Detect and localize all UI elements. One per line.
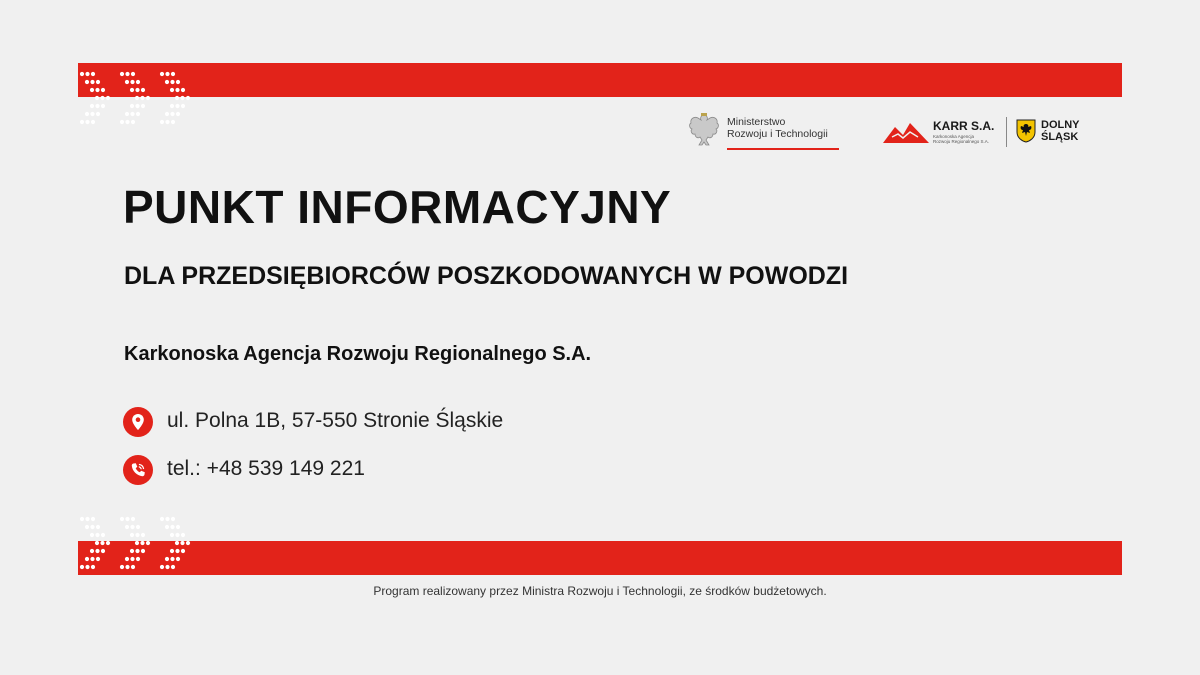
chevron-dot	[95, 96, 99, 100]
chevron-dot	[125, 80, 129, 84]
phone-text: tel.: +48 539 149 221	[167, 457, 365, 480]
chevron-dot	[175, 104, 179, 108]
chevron-dot	[170, 525, 174, 529]
chevron-dot	[131, 72, 135, 76]
karr-sub-line2: Rozwoju Regionalnego S.A.	[933, 139, 990, 144]
chevron-dot	[91, 517, 95, 521]
chevron-dot	[135, 104, 139, 108]
chevron-dot	[175, 96, 179, 100]
karr-title: KARR S.A.	[933, 119, 995, 133]
ministry-name	[727, 116, 828, 140]
chevron-dot	[101, 88, 105, 92]
chevron-dot	[131, 565, 135, 569]
chevron-dot	[91, 565, 95, 569]
eagle-crest-icon	[1016, 119, 1036, 143]
chevron-dot	[90, 557, 94, 561]
chevron-dot	[130, 549, 134, 553]
chevron-dot	[125, 517, 129, 521]
chevron-dot	[175, 541, 179, 545]
chevron-dot	[85, 525, 89, 529]
chevron-dot	[90, 533, 94, 537]
chevron-dot	[160, 565, 164, 569]
chevron-dot	[140, 96, 144, 100]
chevron-dot	[135, 533, 139, 537]
chevron-dot	[175, 88, 179, 92]
chevron-dot	[85, 517, 89, 521]
phone-icon	[123, 455, 153, 485]
chevron-dot	[85, 80, 89, 84]
page-title: PUNKT INFORMACYJNY	[123, 181, 672, 233]
chevron-dot	[90, 112, 94, 116]
chevron-dot	[165, 557, 169, 561]
karr-subtitle	[933, 134, 1005, 144]
chevron-dot	[130, 533, 134, 537]
karr-sub-line1: Karkonoska Agencja	[933, 134, 975, 139]
chevron-dot	[101, 104, 105, 108]
chevron-dot	[141, 549, 145, 553]
chevron-dot	[140, 541, 144, 545]
chevron-dot	[176, 557, 180, 561]
chevron-dot	[171, 517, 175, 521]
chevron-dot	[186, 541, 190, 545]
chevron-dot	[90, 80, 94, 84]
chevron-dot	[135, 541, 139, 545]
chevron-dot	[96, 525, 100, 529]
chevron-dot	[165, 72, 169, 76]
chevron-dot	[90, 549, 94, 553]
top-red-band	[78, 63, 1122, 97]
chevron-dot	[171, 120, 175, 124]
chevron-dot	[130, 88, 134, 92]
chevron-dot	[176, 80, 180, 84]
chevron-dot	[96, 112, 100, 116]
chevron-dot	[95, 88, 99, 92]
chevron-dot	[85, 120, 89, 124]
chevron-dot	[130, 112, 134, 116]
chevron-dot	[106, 541, 110, 545]
chevron-dot	[85, 557, 89, 561]
eagle-emblem-icon	[687, 112, 721, 150]
dolny-line2: ŚLĄSK	[1041, 131, 1079, 143]
chevron-dot	[136, 557, 140, 561]
chevron-dot	[170, 557, 174, 561]
chevron-dot	[165, 517, 169, 521]
chevron-dot	[136, 525, 140, 529]
chevron-dot	[95, 549, 99, 553]
chevron-dot	[101, 549, 105, 553]
chevron-dot	[165, 120, 169, 124]
chevron-dot	[91, 72, 95, 76]
chevron-dot	[125, 72, 129, 76]
chevron-dot	[181, 533, 185, 537]
chevron-dot	[125, 120, 129, 124]
chevron-dot	[146, 541, 150, 545]
chevron-dot	[180, 96, 184, 100]
ministry-line2: Rozwoju i Technologii	[727, 128, 828, 140]
chevron-dot	[125, 525, 129, 529]
chevron-dot	[95, 541, 99, 545]
chevron-dot	[80, 517, 84, 521]
chevron-dot	[170, 533, 174, 537]
address-text: ul. Polna 1B, 57-550 Stronie Śląskie	[167, 409, 504, 432]
chevron-dot	[130, 557, 134, 561]
chevron-dot	[80, 565, 84, 569]
chevron-dot	[170, 104, 174, 108]
bottom-red-band	[78, 541, 1122, 575]
chevron-dot	[96, 80, 100, 84]
chevron-dot	[146, 96, 150, 100]
karr-mountains-icon	[883, 121, 929, 143]
chevron-dot	[175, 533, 179, 537]
chevron-dot	[160, 120, 164, 124]
chevron-dot	[170, 80, 174, 84]
ministry-line1: Ministerstwo	[727, 116, 786, 128]
chevron-dot	[165, 525, 169, 529]
chevron-dot	[176, 525, 180, 529]
chevron-dot	[136, 112, 140, 116]
chevron-dot	[80, 72, 84, 76]
chevron-dot	[135, 96, 139, 100]
chevron-dot	[106, 96, 110, 100]
page-subtitle: DLA PRZEDSIĘBIORCÓW POSZKODOWANYCH W POWODZI	[124, 262, 849, 290]
chevron-dot	[120, 120, 124, 124]
chevron-dot	[135, 88, 139, 92]
chevron-dot	[165, 80, 169, 84]
chevron-dot	[160, 72, 164, 76]
ministry-underline	[727, 148, 839, 150]
chevron-dot	[141, 533, 145, 537]
dolny-slask-text	[1041, 119, 1080, 143]
chevron-dot	[90, 88, 94, 92]
chevron-dot	[170, 112, 174, 116]
chevron-dot	[95, 104, 99, 108]
chevron-dot	[120, 517, 124, 521]
chevron-dot	[130, 80, 134, 84]
chevron-dot	[135, 549, 139, 553]
chevron-dot	[170, 549, 174, 553]
chevron-dot	[186, 96, 190, 100]
chevron-dot	[160, 517, 164, 521]
chevron-dot	[176, 112, 180, 116]
chevron-dot	[125, 565, 129, 569]
chevron-dot	[96, 557, 100, 561]
dolny-line1: DOLNY	[1041, 119, 1080, 131]
chevron-dot	[131, 120, 135, 124]
chevron-dot	[85, 112, 89, 116]
chevron-dot	[85, 565, 89, 569]
location-pin-icon	[123, 407, 153, 437]
chevron-dot	[131, 517, 135, 521]
chevron-dot	[101, 533, 105, 537]
chevron-dot	[90, 104, 94, 108]
chevron-dot	[125, 112, 129, 116]
chevron-dot	[95, 533, 99, 537]
chevron-dot	[85, 72, 89, 76]
chevron-dot	[165, 565, 169, 569]
chevron-dot	[130, 104, 134, 108]
logo-separator	[1006, 117, 1007, 147]
chevron-dot	[91, 120, 95, 124]
chevron-dot	[130, 525, 134, 529]
chevron-dot	[171, 72, 175, 76]
chevron-dot	[181, 88, 185, 92]
bottom-dot-chevrons	[78, 515, 198, 571]
chevron-dot	[181, 549, 185, 553]
chevron-dot	[170, 88, 174, 92]
top-dot-chevrons	[78, 70, 198, 126]
chevron-dot	[120, 565, 124, 569]
chevron-dot	[181, 104, 185, 108]
chevron-dot	[165, 112, 169, 116]
organization-name: Karkonoska Agencja Rozwoju Regionalnego S.A.	[124, 343, 592, 365]
chevron-dot	[100, 96, 104, 100]
footer-note: Program realizowany przez Ministra Rozwoju i Technologii, ze środków budżetowych.	[373, 584, 827, 598]
chevron-dot	[171, 565, 175, 569]
chevron-dot	[136, 80, 140, 84]
chevron-dot	[125, 557, 129, 561]
chevron-dot	[175, 549, 179, 553]
chevron-dot	[141, 104, 145, 108]
chevron-dot	[120, 72, 124, 76]
chevron-dot	[180, 541, 184, 545]
chevron-dot	[141, 88, 145, 92]
chevron-dot	[100, 541, 104, 545]
chevron-dot	[90, 525, 94, 529]
chevron-dot	[80, 120, 84, 124]
